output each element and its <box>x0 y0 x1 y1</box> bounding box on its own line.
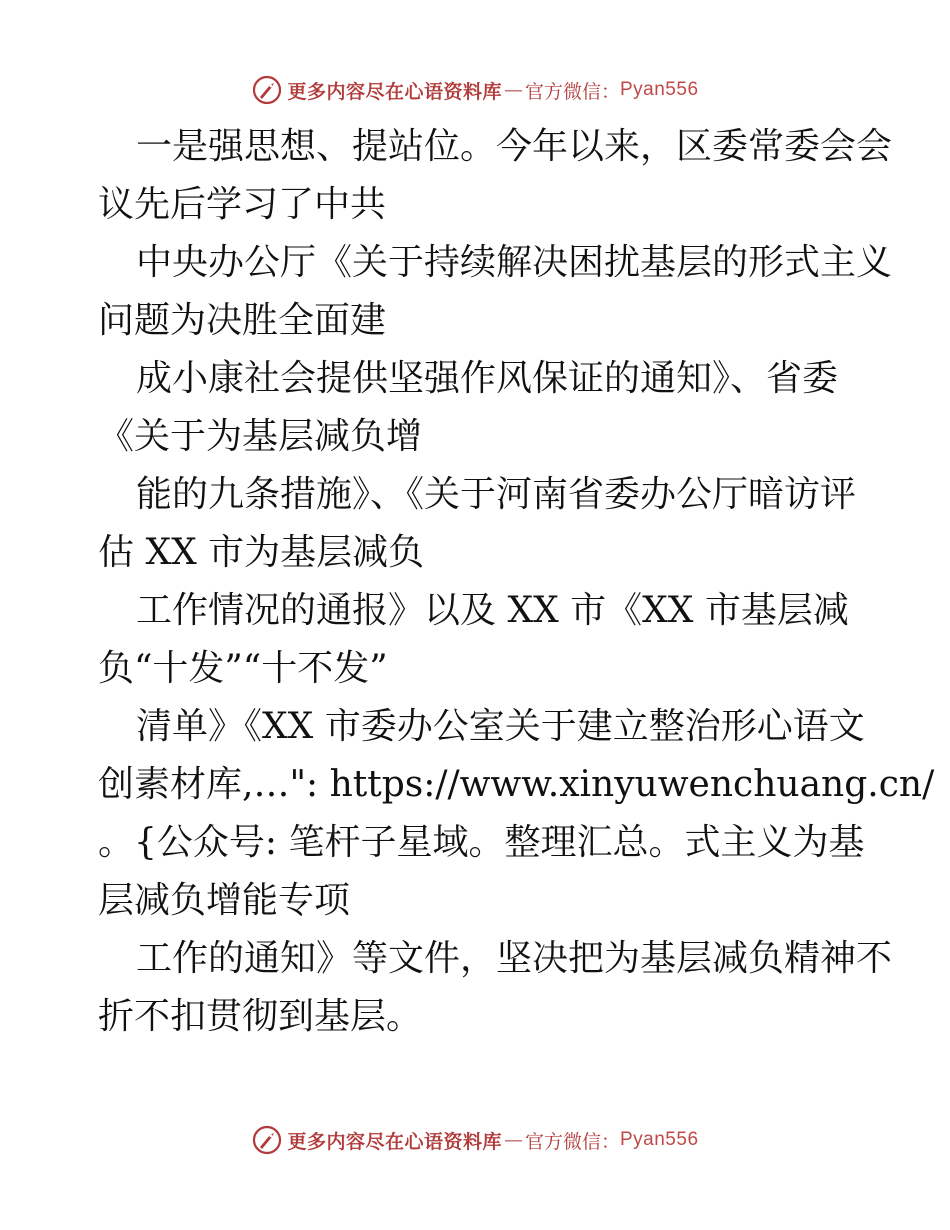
pen-nib-logo-icon <box>251 74 283 106</box>
pen-nib-logo-icon <box>251 1124 283 1156</box>
text-line: 议先后学习了中共 <box>98 184 387 225</box>
banner-label: 官方微信： <box>524 80 620 103</box>
text-line: 问题为决胜全面建 <box>98 300 387 341</box>
banner-brand-text: 更多内容尽在心语资料库 <box>287 80 502 103</box>
banner-brand-text: 更多内容尽在心语资料库 <box>287 1130 502 1153</box>
banner-separator: — <box>503 1129 523 1151</box>
text-line: 《关于为基层减负增 <box>98 416 423 457</box>
text-line: 中央办公厅《关于持续解决困扰基层的形式主义 <box>136 242 893 283</box>
text-line: 成小康社会提供坚强作风保证的通知》、省委 <box>136 358 839 399</box>
text-line: 估 XX 市为基层减负 <box>98 532 425 573</box>
header-watermark-banner <box>0 70 950 110</box>
text-line: 一是强思想、提站位。今年以来，区委常委会会 <box>136 126 893 167</box>
text-line: 负“十发”“十不发” <box>98 648 388 689</box>
text-line: 工作情况的通报》以及 XX 市《XX 市基层减 <box>136 590 849 631</box>
text-line: 工作的通知》等文件，坚决把为基层减负精神不 <box>136 938 893 979</box>
text-line: 清单》《XX 市委办公室关于建立整治形心语文 <box>136 706 865 747</box>
banner-account: Pyan556 <box>620 79 699 100</box>
text-line: 层减负增能专项 <box>98 880 351 921</box>
banner-separator: — <box>503 79 523 101</box>
banner-account: Pyan556 <box>620 1129 699 1150</box>
text-line: 。{公众号: 笔杆子星域。整理汇总。式主义为基 <box>98 822 865 863</box>
text-line: 创素材库,…": https://www.xinyuwenchuang.cn/ <box>98 764 935 805</box>
footer-watermark-banner <box>0 1120 950 1160</box>
banner-label: 官方微信： <box>524 1130 620 1153</box>
document-body <box>98 118 935 1046</box>
text-line: 能的九条措施》、《关于河南省委办公厅暗访评 <box>136 474 857 515</box>
text-line: 折不扣贯彻到基层。 <box>98 996 423 1037</box>
